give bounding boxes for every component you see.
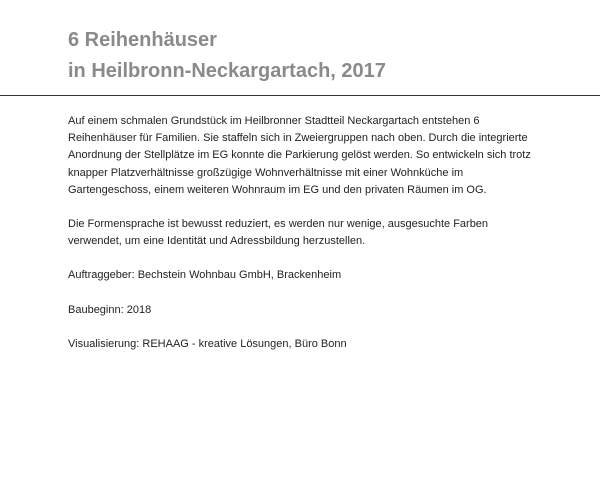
project-description — [68, 113, 538, 370]
project-subtitle: in Heilbronn-Neckargartach, 2017 — [68, 60, 386, 82]
page-header — [0, 0, 600, 96]
description-paragraph-1: Auf einem schmalen Grundstück im Heilbronner Stadtteil Neckargartach entstehen 6 Reihenhäuser für Familien. Sie staffeln sich in Zweiergruppen nach oben. Durch die integrierte Anordnung der Stellplätze im EG konnte die Parkierung gelöst werden. So entwickeln sich trotz knapper Platzverhältnisse großzügige Wohnverhältnisse mit einer Wohnküche im Gartengeschoss, einem weiteren Wohnraum im EG und den privaten Räumen im OG. — [68, 115, 531, 196]
project-title: 6 Reihenhäuser — [68, 29, 217, 51]
visualization-credit: Visualisierung: REHAAG - kreative Lösungen, Büro Bonn — [68, 337, 347, 350]
description-paragraph-2: Die Formensprache ist bewusst reduziert, es werden nur wenige, ausgesuchte Farben verwendet, um eine Identität und Adressbildung herzustellen. — [68, 218, 489, 248]
client-info: Auftraggeber: Bechstein Wohnbau GmbH, Brackenheim — [68, 269, 342, 282]
construction-start-info: Baubeginn: 2018 — [68, 303, 152, 316]
